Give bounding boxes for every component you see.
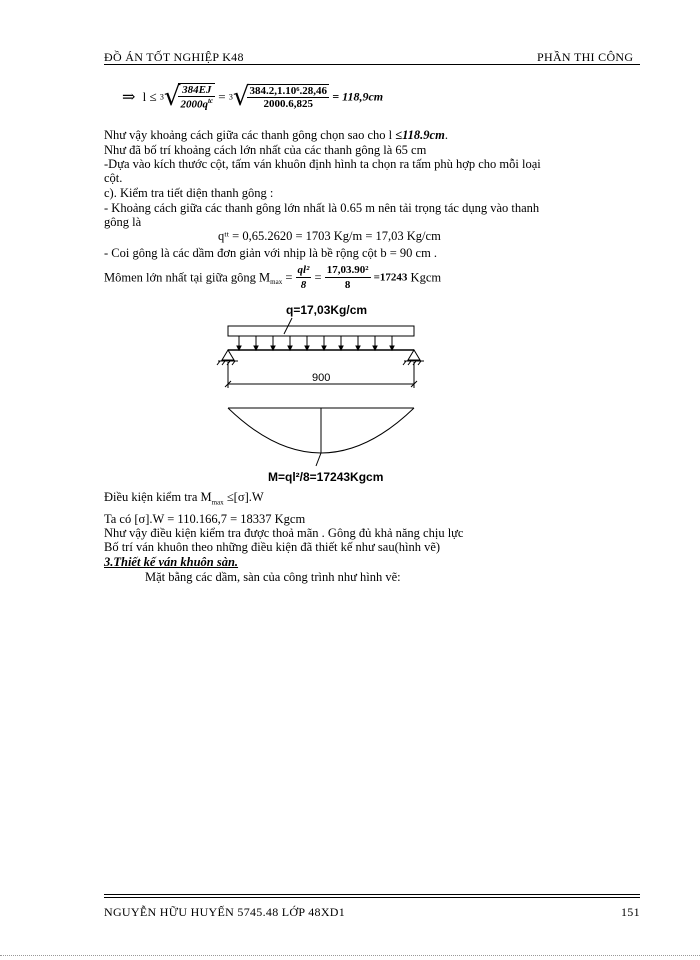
moment-leader-line	[316, 453, 321, 466]
header-rule	[104, 64, 640, 65]
paragraph-max-distance: Như đã bố trí khoảng cách lớn nhất của các thanh gông là 65 cm	[104, 143, 427, 157]
span-limit-value: ≤118.9cm	[395, 128, 445, 142]
root-sign-1: √	[163, 82, 181, 112]
moment-formula: Mômen lớn nhất tại giữa gông $M_{max}$ = $\frac{\text{ql²}}{8}$ = $\frac{\text{17,03.90²}}{8}$ =17243 Kgcm	[104, 264, 442, 291]
span-label: 900	[312, 372, 331, 384]
moment-unit: Kgcm	[410, 270, 442, 285]
moment-frac-values: $\frac{\text{17,03.90²}}{8}$	[326, 264, 369, 291]
footer-rule-bottom	[104, 897, 640, 898]
root-sign-2: √	[232, 82, 250, 112]
section-heading-slab-formwork: 3.Thiết kế ván khuôn sàn.	[104, 555, 239, 569]
page-number: 151	[621, 905, 640, 919]
formula-span-limit: ⇒ l ≤ 3√ $\frac{384EJ}{2000q^{tc}}$ = 3√ $\frac{\text{384.2,1.10⁶.28,46}}{2000.6,825}$ = 118,9cm	[122, 82, 384, 112]
paragraph-load-cont: gông là	[104, 215, 142, 229]
page-break-line	[0, 955, 700, 956]
header-left: ĐỒ ÁN TỐT NGHIỆP K48	[104, 50, 244, 64]
root-index-2: 3	[228, 92, 233, 102]
distributed-load-box	[228, 326, 414, 336]
section-heading-check: c). Kiểm tra tiết diện thanh gông :	[104, 186, 274, 200]
paragraph-simple-beam: - Coi gông là các dầm đơn giản với nhịp là bề rộng cột b = 90 cm .	[104, 246, 438, 260]
frac-num-2: 384.2,1.10⁶.28,46	[249, 85, 328, 97]
beam-diagram	[200, 296, 460, 486]
check-condition: Điều kiện kiểm tra $M_{max} \le[\sigma].W$	[104, 490, 264, 507]
frac-den-2: 2000.6,825	[263, 98, 313, 110]
footer-author: NGUYỄN HỮU HUYẾN 5745.48 LỚP 48XD1	[104, 905, 346, 919]
moment-frac-symbolic: $\frac{\text{ql²}}{8}$	[297, 264, 310, 291]
moment-result: =17243	[373, 271, 408, 284]
formula-result: = 118,9cm	[332, 89, 384, 104]
load-arrows	[237, 336, 394, 350]
allowable-moment: Ta có [σ].W = 110.166,7 = 18337 Kgcm	[104, 512, 306, 526]
paragraph-span-condition: Như vậy khoảng cách giữa các thanh gông chọn sao cho l ≤118.9cm.	[104, 128, 448, 142]
check-satisfied: Như vậy điều kiện kiểm tra được thoả mãn . Gông đủ khả năng chịu lực	[104, 526, 464, 540]
fraction-values	[247, 84, 329, 110]
moment-label: M=ql²/8=17243Kgcm	[268, 470, 384, 484]
frac-den-1: $2000q^{tc}$	[180, 97, 214, 111]
paragraph-floor-plan: Mặt bằng các dầm, sàn của công trình như hình vẽ:	[145, 570, 401, 584]
formwork-layout-note: Bố trí ván khuôn theo những điều kiện đã thiết kế như sau(hình vẽ)	[104, 540, 441, 554]
load-label: q=17,03Kg/cm	[286, 303, 368, 317]
frac-num-1: 384EJ	[178, 84, 215, 97]
load-equation: qᵗᵗ = 0,65.2620 = 1703 Kg/m = 17,03 Kg/cm	[218, 229, 441, 243]
paragraph-load: - Khoảng cách giữa các thanh gông lớn nhất là 0.65 m nên tải trọng tác dụng vào thanh	[104, 201, 540, 215]
header-right: PHẦN THI CÔNG	[537, 50, 634, 64]
formula-lhs: l ≤	[142, 89, 157, 104]
paragraph-panel-choice-cont: cột.	[104, 171, 123, 185]
implies-symbol: ⇒	[122, 89, 136, 106]
root-index-1: 3	[159, 92, 164, 102]
fraction-384EJ	[178, 83, 215, 111]
paragraph-panel-choice: -Dựa vào kích thước cột, tấm ván khuôn định hình ta chọn ra tấm phù hợp cho mỗi loại	[104, 157, 541, 171]
footer-rule-top	[104, 894, 640, 895]
